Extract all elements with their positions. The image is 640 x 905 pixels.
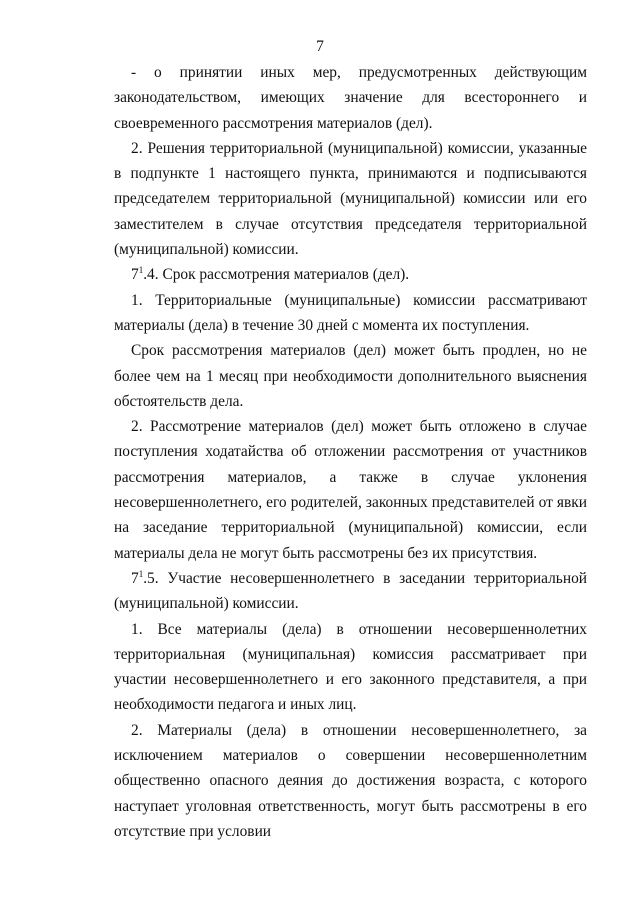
paragraph-review-postponement: 2. Рассмотрение материалов (дел) может быть отложено в случае поступления ходатайства об отложении рассмотрения от участников рассмотрения материалов, а также в случае уклонения несовершеннолетнего, его родителей, законных представителей от явки на заседание территориальной (муниципальной) комиссии, если материалы дела не могут быть рассмотрены без их присутствия. [114,418,587,562]
paragraph-minor-participation: 1. Все материалы (дела) в отношении несовершеннолетних территориальная (муниципальная) комиссия рассматривает при участии несовершеннолетнего и его законного представителя, а при необходимости педагога и иных лиц. [114,620,587,714]
section-superscript: 1 [138,265,144,276]
document-body [114,60,587,844]
section-number: 7 [131,569,139,587]
section-superscript: 1 [138,568,144,579]
section-heading-review-period [114,262,587,287]
paragraph-other-measures: - о принятии иных мер, предусмотренных действующим законодательством, имеющих значение для всестороннего и своевременного рассмотрения материалов (дел). [114,64,587,132]
page-number: 7 [316,38,324,55]
section-heading-minor-participation [114,566,587,617]
paragraph-review-within-30-days: 1. Территориальные (муниципальные) комиссии рассматривают материалы (дела) в течение 30 дней с момента их поступления. [114,291,587,334]
section-title: .5. Участие несовершеннолетнего в заседании территориальной (муниципальной) комиссии. [114,569,587,613]
paragraph-commission-decisions: 2. Решения территориальной (муниципальной) комиссии, указанные в подпункте 1 настоящего пункта, принимаются и подписываются председателем территориальной (муниципальной) комиссии или его заместителем в случае отсутствия председателя территориальной (муниципальной) комиссии. [114,139,587,259]
section-number: 7 [131,266,139,284]
paragraph-review-in-absence: 2. Материалы (дела) в отношении несовершеннолетнего, за исключением материалов о совершении несовершеннолетним общественно опасного деяния до достижения возраста, с которого наступает уголовная ответственность, могут быть рассмотрены в его отсутствие при условии [114,721,587,840]
paragraph-review-extension: Срок рассмотрения материалов (дел) может быть продлен, но не более чем на 1 месяц при необходимости дополнительного выяснения обстоятельств дела. [114,342,587,410]
section-title: .4. Срок рассмотрения материалов (дел). [143,266,410,284]
